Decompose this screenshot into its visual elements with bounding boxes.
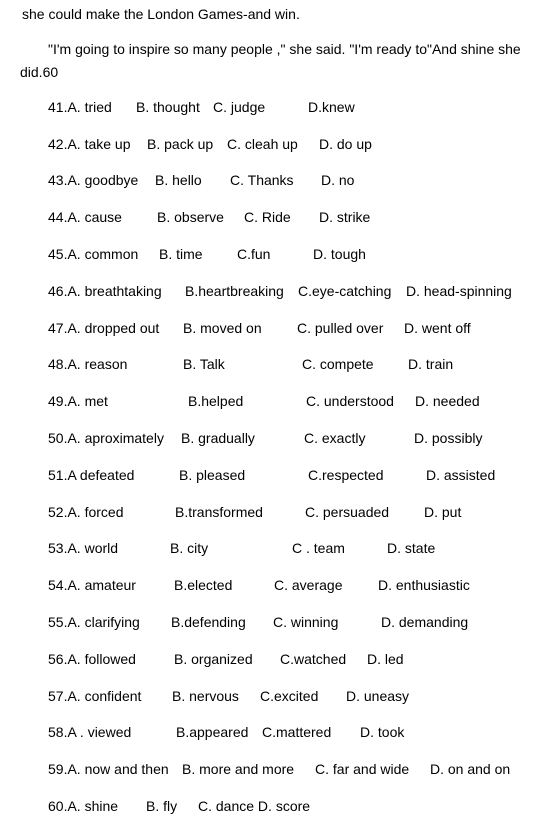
passage-line-1: she could make the London Games-and win. bbox=[22, 6, 300, 22]
question-41 bbox=[0, 100, 556, 120]
option-a: 51.A defeated bbox=[48, 467, 135, 483]
question-59 bbox=[0, 762, 556, 782]
option-a: 58.A . viewed bbox=[48, 724, 132, 740]
question-44 bbox=[0, 210, 556, 230]
option-a: 57.A. confident bbox=[48, 688, 142, 704]
question-53 bbox=[0, 541, 556, 561]
option-b: B. observe bbox=[157, 209, 224, 225]
option-a: 49.A. met bbox=[48, 393, 108, 409]
option-a: 52.A. forced bbox=[48, 504, 124, 520]
option-c: C.watched bbox=[280, 651, 347, 667]
question-42 bbox=[0, 137, 556, 157]
option-a: 45.A. common bbox=[48, 246, 139, 262]
option-d: D. head-spinning bbox=[406, 283, 512, 299]
option-a: 43.A. goodbye bbox=[48, 172, 139, 188]
passage-line-2: "I'm going to inspire so many people ," she said. "I'm ready to"And shine she bbox=[48, 41, 521, 57]
option-a: 44.A. cause bbox=[48, 209, 122, 225]
option-c: C. Thanks bbox=[230, 172, 294, 188]
question-58 bbox=[0, 725, 556, 745]
option-c: C. understood bbox=[306, 393, 394, 409]
option-a: 41.A. tried bbox=[48, 99, 112, 115]
option-d: D. needed bbox=[415, 393, 480, 409]
option-c: C.eye-catching bbox=[298, 283, 392, 299]
option-c: C. winning bbox=[273, 614, 339, 630]
question-49 bbox=[0, 394, 556, 414]
option-b: B.transformed bbox=[175, 504, 263, 520]
option-b: B. nervous bbox=[172, 688, 239, 704]
option-c: C. exactly bbox=[304, 430, 366, 446]
option-d: D. state bbox=[387, 540, 436, 556]
option-b: B. Talk bbox=[183, 356, 225, 372]
option-a: 50.A. aproximately bbox=[48, 430, 164, 446]
option-d: D. enthusiastic bbox=[378, 577, 470, 593]
option-d: D.knew bbox=[308, 99, 355, 115]
option-a: 48.A. reason bbox=[48, 356, 128, 372]
option-c: C. persuaded bbox=[305, 504, 390, 520]
question-55 bbox=[0, 615, 556, 635]
option-b: B.elected bbox=[174, 577, 233, 593]
option-d: D. no bbox=[321, 172, 355, 188]
option-c: C.fun bbox=[237, 246, 271, 262]
option-b: B. moved on bbox=[183, 320, 262, 336]
option-d: D. uneasy bbox=[346, 688, 410, 704]
option-b: B.appeared bbox=[176, 724, 249, 740]
question-56 bbox=[0, 652, 556, 672]
option-d: D. strike bbox=[319, 209, 371, 225]
option-a: 59.A. now and then bbox=[48, 761, 169, 777]
question-54 bbox=[0, 578, 556, 598]
option-b: B.heartbreaking bbox=[185, 283, 284, 299]
option-b: B. time bbox=[159, 246, 203, 262]
option-b: B. fly bbox=[146, 798, 178, 814]
option-c: C.respected bbox=[308, 467, 384, 483]
option-d: D. tough bbox=[313, 246, 366, 262]
option-a: 55.A. clarifying bbox=[48, 614, 140, 630]
option-a: 46.A. breathtaking bbox=[48, 283, 162, 299]
question-52 bbox=[0, 505, 556, 525]
option-c: C. pulled over bbox=[297, 320, 384, 336]
question-57 bbox=[0, 689, 556, 709]
option-d: D. assisted bbox=[426, 467, 496, 483]
option-d: D. demanding bbox=[381, 614, 469, 630]
question-43 bbox=[0, 173, 556, 193]
option-b: B.helped bbox=[188, 393, 244, 409]
option-b: B. hello bbox=[155, 172, 202, 188]
option-b: B. pack up bbox=[147, 136, 214, 152]
option-d: D. on and on bbox=[430, 761, 511, 777]
option-c: C. far and wide bbox=[315, 761, 410, 777]
question-46 bbox=[0, 284, 556, 304]
option-b: B. city bbox=[170, 540, 209, 556]
option-a: 60.A. shine bbox=[48, 798, 119, 814]
option-b: B. thought bbox=[136, 99, 200, 115]
option-d: D. took bbox=[360, 724, 405, 740]
option-c: C.excited bbox=[260, 688, 319, 704]
option-b: B.defending bbox=[171, 614, 246, 630]
option-b: B. pleased bbox=[179, 467, 246, 483]
question-45 bbox=[0, 247, 556, 267]
option-c: C.mattered bbox=[262, 724, 332, 740]
option-a: 53.A. world bbox=[48, 540, 119, 556]
question-60 bbox=[0, 799, 556, 819]
passage-line-3: did.60 bbox=[20, 64, 59, 80]
question-47 bbox=[0, 321, 556, 341]
question-50 bbox=[0, 431, 556, 451]
option-c: C. average bbox=[274, 577, 343, 593]
option-a: 47.A. dropped out bbox=[48, 320, 160, 336]
option-b: B. gradually bbox=[181, 430, 255, 446]
option-a: 54.A. amateur bbox=[48, 577, 136, 593]
option-c: C. cleah up bbox=[227, 136, 298, 152]
question-51 bbox=[0, 468, 556, 488]
option-d: D. do up bbox=[319, 136, 372, 152]
option-c: C. compete bbox=[302, 356, 374, 372]
option-b: B. more and more bbox=[182, 761, 295, 777]
option-c: C. judge bbox=[213, 99, 266, 115]
option-d: D. train bbox=[408, 356, 454, 372]
option-d: D. went off bbox=[404, 320, 471, 336]
option-c: C . team bbox=[292, 540, 345, 556]
option-c: C. dance D. score bbox=[198, 798, 311, 814]
option-a: 56.A. followed bbox=[48, 651, 136, 667]
option-b: B. organized bbox=[174, 651, 253, 667]
question-48 bbox=[0, 357, 556, 377]
option-a: 42.A. take up bbox=[48, 136, 131, 152]
option-d: D. possibly bbox=[414, 430, 483, 446]
option-d: D. put bbox=[424, 504, 462, 520]
option-d: D. led bbox=[367, 651, 404, 667]
option-c: C. Ride bbox=[244, 209, 291, 225]
